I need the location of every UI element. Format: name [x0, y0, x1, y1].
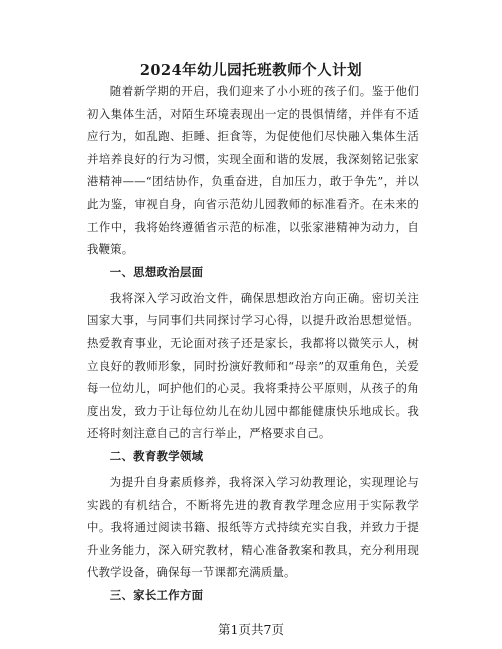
- intro-paragraph: 随着新学期的开启，我们迎来了小小班的孩子们。鉴于他们初入集体生活，对陌生环境表现出一定的畏惧情绪，并伴有不适应行为，如乱跑、拒睡、拒食等，为促使他们尽快融入集体生活并培养良好的行为习惯，实现全面和谐的发展，我深刻铭记张家港精神——“团结协作，负重奋进，自加压力，敢于争先”，并以此为鉴，审视自身，向省示范幼儿园教师的标准看齐。在未来的工作中，我将始终遵循省示范的标准，以张家港精神为动力，自我鞭策。: [87, 84, 419, 257]
- page-number-footer: 第1页共7页: [218, 622, 284, 637]
- section-paragraph-political: 我将深入学习政治文件，确保思想政治方向正确。密切关注国家大事，与同事们共同探讨学习心得，以提升政治思想觉悟。热爱教育事业，无论面对孩子还是家长，我都将以微笑示人，树立良好的教师形象，同时扮演好教师和“母亲”的双重角色，关爱每一位幼儿，呵护他们的心灵。我将秉持公平原则，从孩子的角度出发，致力于让每位幼儿在幼儿园中都能健康快乐地成长。我还将时刻注意自己的言行举止，严格要求自己。: [87, 290, 419, 441]
- section-paragraph-teaching: 为提升自身素质修养，我将深入学习幼教理论，实现理论与实践的有机结合，不断将先进的教育教学理念应用于实际教学中。我将通过阅读书籍、报纸等方式持续充实自我，并致力于提升业务能力，深入研究教材，精心准备教案和教具，充分利用现代教学设备，确保每一节课都充满质量。: [87, 474, 419, 580]
- section-heading-parents: 三、家长工作方面: [109, 587, 204, 602]
- section-heading-teaching: 二、教育教学领域: [109, 448, 204, 463]
- section-heading-political: 一、思想政治层面: [109, 264, 204, 279]
- document-title: 2024年幼儿园托班教师个人计划: [139, 62, 363, 79]
- document-body: [87, 80, 419, 610]
